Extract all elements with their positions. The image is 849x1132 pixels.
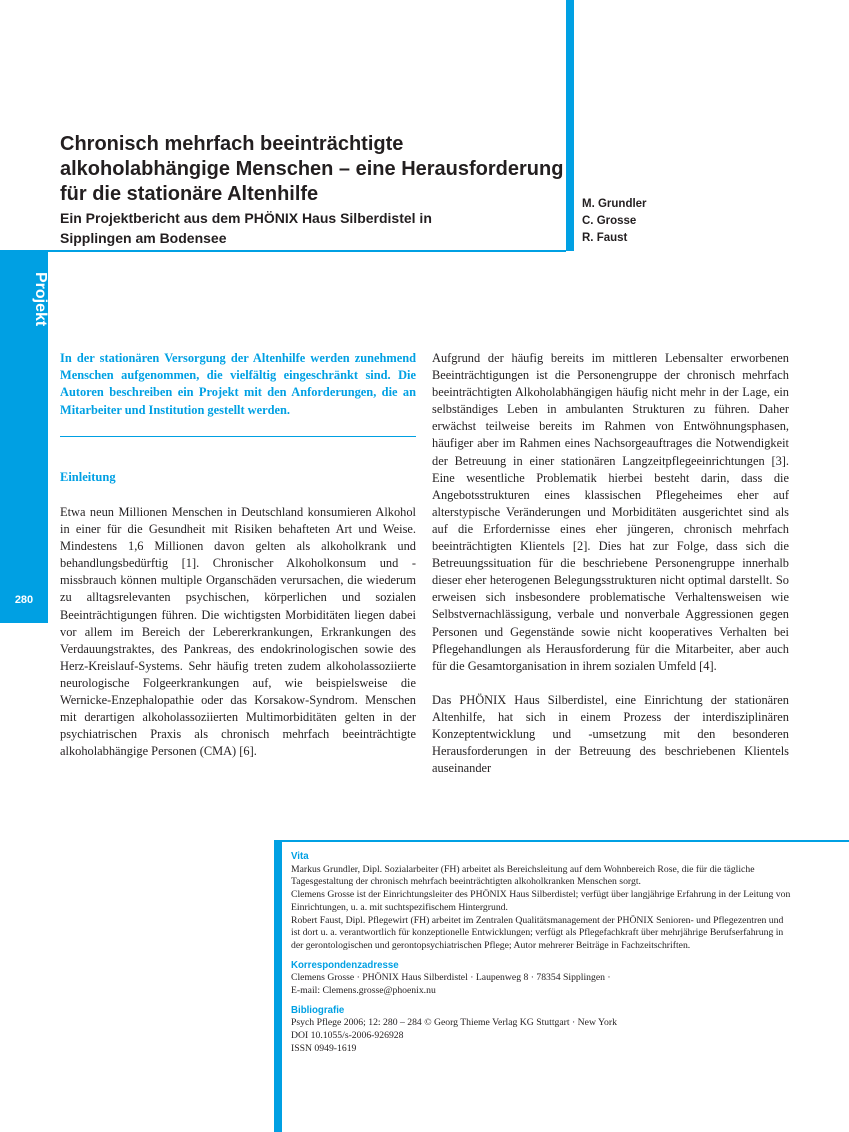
page-number: 280: [14, 594, 34, 606]
vita-line: Robert Faust, Dipl. Pflegewirt (FH) arbeitet im Zentralen Qualitätsmanagement der PHÖNIX Senioren- und Pflegezentren und ist dort u. a. verantwortlich für konzeptionelle Entwicklungen; verfügt als Pflegefachkraft über mehrjährige Berufserfahrung in der gerontologischen und gerontopsychiatrischen Pflege; Autor mehrerer Beiträge in Fachzeitschriften.: [291, 914, 784, 951]
body-column-left: [60, 504, 416, 777]
article-subtitle: Ein Projektbericht aus dem PHÖNIX Haus Silberdistel in Sipplingen am Bodensee: [60, 210, 432, 246]
contact-section: [291, 960, 791, 998]
bibliography-section: [291, 1005, 791, 1056]
author: R. Faust: [582, 232, 628, 244]
section-heading: Einleitung: [60, 470, 116, 484]
article-title: Chronisch mehrfach beeinträchtigte alkoholabhängige Menschen – eine Herausforderung für die stationäre Altenhilfe: [60, 133, 564, 205]
abstract: In der stationären Versorgung der Altenhilfe werden zunehmend Menschen aufgenommen, die vielfältig eingeschränkt sind. Die Autoren beschreiben ein Projekt mit den Anforderungen, die an Mitarbeiter und Institution gestellt werden.: [60, 351, 416, 417]
paragraph: Aufgrund der häufig bereits im mittleren Lebensalter erworbenen Beeinträchtigungen ist die Personengruppe der chronisch mehrfach beeinträchtigten Alkoholabhängigen häufig nicht mehr in der Lage, ein selbständiges Leben in ambulanten Strukturen zu führen. Daher erwächst teilweise bereits im Rahmen von Entwöhnungsphasen, häufiger aber im Rahmen eines Nachsorgeauftrages die Notwendigkeit der Betreuung in einer stationären Langzeitpflegeeinrichtungen [3]. Eine wesentliche Problematik hierbei besteht darin, dass die Angebotsstrukturen eines klassischen Pflegeheimes eher auf alterstypische Veränderungen und Morbiditäten ausgerichtet sind als auf die Erfordernisse eines eher jüngeren, chronisch mehrfach beeinträchtigten Klientels [2]. Dies hat zur Folge, dass sich die Betreuungssituation für die beschriebene Personengruppe innerhalb dieser eher heterogenen Belegungsstrukturen nicht optimal darstellt. So erweisen sich insbesondere problematische Verhaltensweisen wie Selbstvernachlässigung, verbale und nonverbale Aggressionen gegen Personen und Gegenstände sowie nicht kooperatives Verhalten bei Pflegehandlungen als Herausforderung für die Mitarbeiter, aber auch für die Gesamtorganisation in ihrem sozialen Umfeld [4].: [432, 351, 789, 673]
vita-section: [291, 851, 791, 953]
infobox-rule: [282, 840, 849, 842]
vita-label: Vita: [291, 851, 309, 862]
title-rule: [48, 250, 566, 252]
author: C. Grosse: [582, 215, 637, 227]
contact-line: Clemens Grosse · PHÖNIX Haus Silberdistel · Laupenweg 8 · 78354 Sipplingen ·: [291, 972, 611, 984]
info-box: [291, 851, 791, 1063]
vita-line: Clemens Grosse ist der Einrichtungsleiter des PHÖNIX Haus Silberdistel; verfügt über langjährige Erfahrung in der Leitung von Einrichtungen, u. a. mit suchtspezifischem Hintergrund.: [291, 889, 791, 913]
bibliography-line: Psych Pflege 2006; 12: 280 – 284 © Georg Thieme Verlag KG Stuttgart · New York: [291, 1017, 617, 1029]
author: M. Grundler: [582, 198, 647, 210]
body-column-right: [432, 350, 789, 794]
section-label: Projekt: [32, 272, 49, 327]
accent-bar-bottom: [274, 840, 282, 1132]
bibliography-line: DOI 10.1055/s-2006-926928: [291, 1030, 404, 1042]
paragraph: Das PHÖNIX Haus Silberdistel, eine Einrichtung der stationären Altenhilfe, hat sich in einem Prozess der interdisziplinären Konzeptentwicklung und -umsetzung mit den besonderen Herausforderungen in der Betreuung des beschriebenen Klientels auseinander: [432, 692, 789, 776]
bibliography-line: ISSN 0949-1619: [291, 1042, 357, 1054]
bibliography-label: Bibliografie: [291, 1004, 345, 1016]
abstract-rule: [60, 436, 416, 437]
vita-line: Markus Grundler, Dipl. Sozialarbeiter (FH) arbeitet als Bereichsleitung auf dem Wohnbereich Rose, die für die tägliche Tagesgestaltung der chronisch mehrfach beeinträchtigten alkoholkranken Menschen sorgt.: [291, 863, 755, 888]
author-list: [582, 196, 782, 247]
accent-bar-top: [566, 0, 574, 251]
contact-label: Korrespondenzadresse: [291, 959, 399, 971]
contact-email: E-mail: Clemens.grosse@phoenix.nu: [291, 985, 436, 997]
paragraph: Etwa neun Millionen Menschen in Deutschland konsumieren Alkohol in einer für die Gesundheit mit Risiken behafteten Art und Weise. Mindestens 1,6 Millionen davon gelten als alkoholkrank und behandlungsbedürftig [1]. Chronischer Alkoholkonsum und -missbrauch können multiple Organschäden verursachen, die wiederum zu alltagsrelevanten psychischen, körperlichen und sozialen Beeinträchtigungen führen. Die wichtigsten Morbiditäten liegen dabei vor allem im Bereich der Lebererkrankungen, Erkrankungen des Verdauungstraktes, des Pankreas, des endokrinologischen sowie des Herz-Kreislauf-Systems. Sehr häufig treten zudem alkoholassoziierte neurologische Folgeerkrankungen auf, wie beispielsweise die Wernicke-Enzephalopathie oder das Korsakow-Syndrom. Menschen mit derartigen alkoholassoziierten Multimorbiditäten gelten in der psychiatrischen Praxis als chronisch mehrfach beeinträchtigte alkoholabhängige Personen (CMA) [6].: [60, 505, 416, 759]
